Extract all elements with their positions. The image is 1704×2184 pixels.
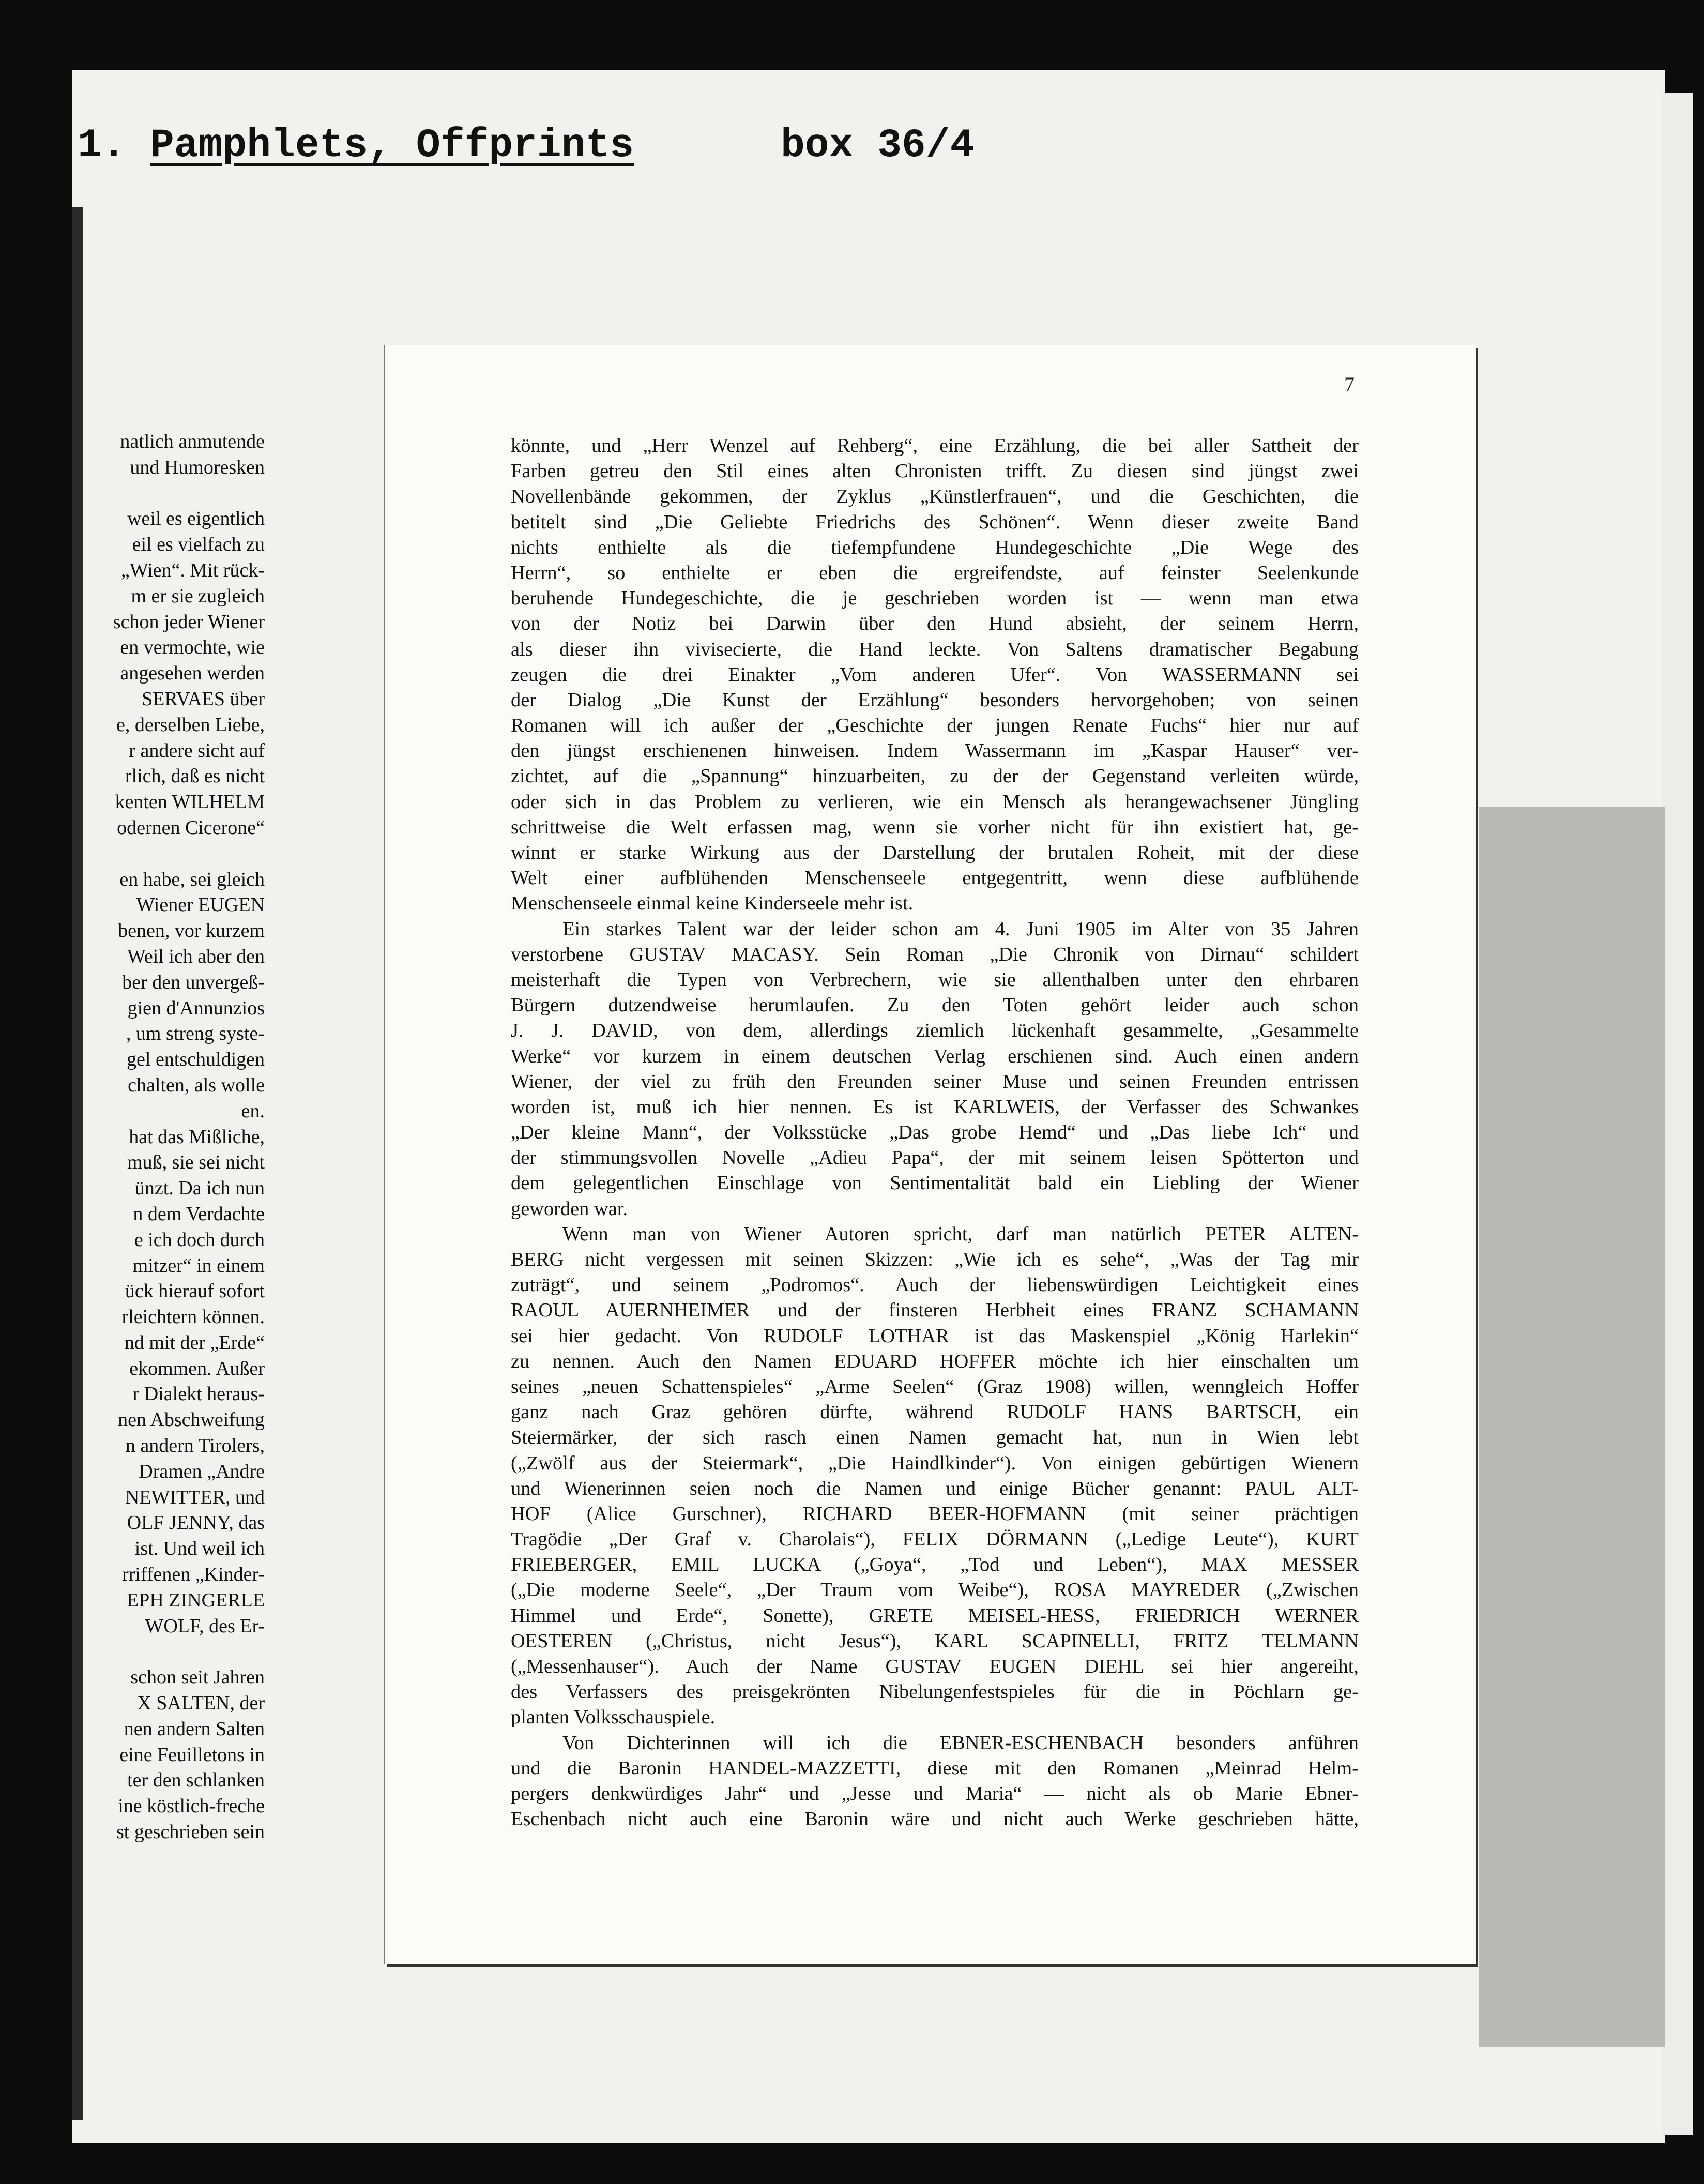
left-text-line: ist. Und weil ich (134, 1538, 265, 1560)
left-text-line: kenten WILHELM (115, 791, 265, 813)
left-text-line: SERVAES über (141, 688, 265, 710)
body-text-line: und die Baronin HANDEL-MAZZETTI, diese mit den Romanen „Meinrad Helm- (511, 1757, 1359, 1779)
body-text-line: geworden war. (511, 1197, 628, 1220)
left-text-line: EPH ZINGERLE (126, 1589, 265, 1611)
left-text-line: muß, sie sei nicht (127, 1151, 265, 1174)
page-number: 7 (1344, 373, 1355, 396)
left-text-line: eil es vielfach zu (132, 534, 265, 556)
left-text-line: ter den schlanken (127, 1769, 265, 1792)
left-text-line: nen andern Salten (124, 1718, 265, 1740)
body-text-line: („Zwölf aus der Steiermark“, „Die Haindlkinder“). Von einigen gebürtigen Wienern (511, 1452, 1359, 1474)
left-text-line: NEWITTER, und (125, 1486, 265, 1508)
body-text-line: pergers denkwürdiges Jahr“ und „Jesse und Maria“ — nicht als ob Marie Ebner- (511, 1782, 1359, 1804)
body-text-line: Bürgern dutzendweise herumlaufen. Zu den Toten gehört leider auch schon (511, 994, 1359, 1017)
body-text-line: BERG nicht vergessen mit seinen Skizzen: „Wie ich es sehe“, „Was der Tag mir (511, 1249, 1359, 1270)
body-text-line: worden ist, muß ich hier nennen. Es ist KARLWEIS, der Verfasser des Schwankes (511, 1096, 1359, 1118)
left-text-line: en. (241, 1100, 265, 1122)
left-text-line: nd mit der „Erde“ (124, 1331, 265, 1354)
body-text-line: dem gelegentlichen Einschlage von Sentimentalität bald ein Liebling der Wiener (511, 1172, 1359, 1194)
left-text-line: „Wien“. Mit rück- (120, 559, 265, 581)
body-text-line: zu nennen. Auch den Namen EDUARD HOFFER möchte ich hier einschalten um (511, 1350, 1359, 1372)
left-text-line: ück hierauf sofort (125, 1280, 265, 1302)
body-text-line: ganz nach Graz gehören dürfte, während RUDOLF HANS BARTSCH, ein (511, 1401, 1359, 1423)
body-text-line: J. J. DAVID, von dem, allerdings ziemlich lückenhaft gesammelte, „Gesammelte (511, 1020, 1359, 1042)
body-text-line: HOF (Alice Gurschner), RICHARD BEER-HOFMANN (mit seiner prächtigen (511, 1503, 1359, 1525)
left-text-line (113, 481, 265, 507)
body-text-line: Himmel und Erde“, Sonette), GRETE MEISEL-HESS, FRIEDRICH WERNER (511, 1604, 1359, 1627)
header-title: Pamphlets, Offprints (150, 123, 634, 169)
left-text-line: odernen Cicerone“ (117, 816, 265, 839)
left-text-line: mitzer“ in einem (132, 1254, 265, 1277)
body-text-line: betitelt sind „Die Geliebte Friedrichs des Schönen“. Wenn dieser zweite Band (511, 511, 1359, 533)
left-text-line: OLF JENNY, das (127, 1512, 265, 1534)
body-text-line: RAOUL AUERNHEIMER und der finsteren Herbheit eines FRANZ SCHAMANN (511, 1299, 1359, 1322)
body-text-line: des Verfassers des preisgekrönten Nibelungenfestspieles für die in Pöchlarn ge- (511, 1681, 1359, 1703)
header-box-label: box 36/4 (781, 123, 975, 169)
left-text-line: rlich, daß es nicht (125, 765, 265, 787)
body-text-line: als dieser ihn vivisecierte, die Hand leckte. Von Saltens dramatischer Begabung (511, 638, 1359, 660)
left-text-line: , um streng syste- (126, 1023, 265, 1045)
body-text-line: meisterhaft die Typen von Verbrechern, wie sie allenthalben unter den ehrbaren (511, 968, 1359, 991)
folder-shadow (1479, 807, 1665, 2048)
left-text-line: eine Feuilletons in (119, 1743, 265, 1766)
body-text-line: Wenn man von Wiener Autoren spricht, darf man natürlich PETER ALTEN- (562, 1223, 1359, 1245)
body-text-line: „Der kleine Mann“, der Volksstücke „Das grobe Hemd“ und „Das liebe Ich“ und (511, 1121, 1359, 1144)
body-text-line: den jüngst erschienenen hinweisen. Indem Wassermann im „Kaspar Hauser“ ver- (511, 740, 1359, 762)
body-text-line: zuträgt“, und seinem „Podromos“. Auch der liebenswürdigen Leichtigkeit eines (511, 1274, 1359, 1296)
body-text-line: Menschenseele einmal keine Kinderseele mehr ist. (511, 892, 914, 915)
left-text-line (113, 841, 265, 867)
body-text-line: Romanen will ich außer der „Geschichte der jungen Renate Fuchs“ hier nur auf (511, 715, 1359, 737)
body-text-line: winnt er starke Wirkung aus der Darstellung der brutalen Roheit, mit der diese (511, 842, 1359, 863)
left-text-line: hat das Mißliche, (129, 1126, 265, 1148)
left-page-lines (113, 429, 265, 1845)
left-text-line: r andere sicht auf (129, 739, 265, 762)
body-text-line: sei hier gedacht. Von RUDOLF LOTHAR ist das Maskenspiel „König Harlekin“ (511, 1325, 1359, 1347)
body-text-line: verstorbene GUSTAV MACASY. Sein Roman „Die Chronik von Dirnau“ schildert (511, 943, 1359, 965)
body-text-line: Werke“ vor kurzem in einem deutschen Verlag erschienen sind. Auch einen andern (511, 1045, 1359, 1067)
left-text-line: und Humoresken (130, 456, 265, 478)
body-text-line: beruhende Hundegeschichte, die je geschrieben worden ist — wenn man etwa (511, 587, 1359, 610)
left-text-line: schon jeder Wiener (113, 611, 265, 633)
body-text-line: Von Dichterinnen will ich die EBNER-ESCHENBACH besonders anführen (562, 1732, 1359, 1754)
left-text-line: n dem Verdachte (133, 1203, 265, 1225)
left-text-line: rleichtern können. (121, 1306, 265, 1328)
left-text-line: schon seit Jahren (130, 1666, 265, 1689)
left-text-line: Dramen „Andre (139, 1460, 265, 1482)
left-text-line (113, 1639, 265, 1665)
left-text-line: gien d'Annunzios (127, 997, 265, 1019)
left-text-line: e ich doch durch (134, 1228, 265, 1251)
body-text-line: planten Volksschauspiele. (511, 1706, 716, 1728)
left-text-line: st geschrieben sein (116, 1821, 265, 1843)
left-text-line: nen Abschweifung (118, 1409, 265, 1431)
left-text-line: en habe, sei gleich (119, 868, 265, 890)
body-text-line: der Dialog „Die Kunst der Erzählung“ besonders hervorgehoben; von seinen (511, 689, 1359, 711)
body-text-line: der stimmungsvollen Novelle „Adieu Papa“, der mit seinem leisen Spötterton und (511, 1147, 1359, 1169)
left-text-line: benen, vor kurzem (118, 920, 265, 942)
body-text-line: nichts enthielte als die tiefempfundene Hundegeschichte „Die Wege des (511, 536, 1359, 558)
body-text-line: Ein starkes Talent war der leider schon am 4. Juni 1905 im Alter von 35 Jahren (562, 918, 1359, 940)
body-text-line: könnte, und „Herr Wenzel auf Rehberg“, eine Erzählung, die bei aller Sattheit der (511, 435, 1359, 457)
left-text-line: Wiener EUGEN (136, 894, 265, 916)
body-text-line: Farben getreu den Stil eines alten Chronisten trifft. Zu diesen sind jüngst zwei (511, 460, 1359, 482)
body-text-line: oder sich in das Problem zu verlieren, wie ein Mensch als herangewachsener Jüngling (511, 791, 1359, 813)
body-text (511, 433, 1359, 1832)
body-text-line: zichtet, auf die „Spannung“ hinzuarbeiten, zu der der Gegenstand verleiten würde, (511, 765, 1359, 787)
body-text-line: zeugen die drei Einakter „Vom anderen Ufer“. Von WASSERMANN sei (511, 663, 1359, 686)
left-text-line: WOLF, des Er- (145, 1615, 265, 1637)
body-text-line: schrittweise die Welt erfassen mag, wenn sie vorher nicht für ihn existiert hat, ge- (511, 816, 1359, 838)
body-text-line: Steiermärker, der sich rasch einen Namen gemacht hat, nun in Wien lebt (511, 1427, 1359, 1449)
body-text-line: und Wienerinnen seien noch die Namen und einige Bücher genannt: PAUL ALT- (511, 1477, 1359, 1499)
body-text-line: OESTEREN („Christus, nicht Jesus“), KARL SCAPINELLI, FRITZ TELMANN (511, 1630, 1359, 1652)
left-text-line: n andern Tirolers, (125, 1435, 265, 1457)
body-text-line: Novellenbände gekommen, der Zyklus „Künstlerfrauen“, und die Geschichten, die (511, 486, 1359, 508)
body-text-line: Welt einer aufblühenden Menschenseele entgegentritt, wenn diese aufblühende (511, 867, 1359, 889)
left-text-line: en vermochte, wie (120, 636, 265, 659)
body-text-line: Tragödie „Der Graf v. Charolais“), FELIX DÖRMANN („Ledige Leute“), KURT (511, 1528, 1359, 1551)
left-text-line: ünzt. Da ich nun (134, 1177, 265, 1200)
left-text-line: m er sie zugleich (131, 585, 265, 607)
folder-edge (1662, 93, 1693, 2135)
body-text-line: seines „neuen Schattenspieles“ „Arme Seelen“ (Graz 1908) willen, wenngleich Hoffer (511, 1375, 1359, 1398)
body-text-line: Herrn“, so enthielte er eben die ergreifendste, auf feinster Seelenkunde (511, 562, 1359, 584)
left-text-line: Weil ich aber den (127, 945, 265, 967)
left-text-line: natlich anmutende (120, 431, 265, 452)
left-page-fragment (72, 429, 269, 1856)
left-text-line: ine köstlich-freche (118, 1795, 265, 1817)
left-text-line: r Dialekt heraus- (132, 1383, 265, 1405)
body-text-line: („Messenhauser“). Auch der Name GUSTAV EUGEN DIEHL sei hier angereiht, (511, 1656, 1359, 1677)
left-text-line: e, derselben Liebe, (116, 714, 265, 736)
body-text-line: FRIEBERGER, EMIL LUCKA („Goya“, „Tod und Leben“), MAX MESSER (511, 1554, 1359, 1576)
body-text-line: von der Notiz bei Darwin über den Hund absieht, der seinem Herrn, (511, 613, 1359, 635)
body-text-line: Wiener, der viel zu früh den Freunden seiner Muse und seinen Freunden entrissen (511, 1070, 1359, 1093)
left-text-line: X SALTEN, der (137, 1692, 265, 1715)
left-text-line: ber den unvergeß- (122, 971, 265, 993)
body-text-line: Eschenbach nicht auch eine Baronin wäre und nicht auch Werke geschrieben hätte, (511, 1808, 1359, 1830)
archive-header (72, 123, 1055, 185)
left-text-line: ekommen. Außer (129, 1357, 265, 1379)
left-text-line: weil es eigentlich (127, 508, 265, 530)
left-text-line: chalten, als wolle (128, 1074, 265, 1096)
body-text-line: („Die moderne Seele“, „Der Traum vom Weibe“), ROSA MAYREDER („Zwischen (511, 1579, 1359, 1601)
left-text-line: angesehen werden (120, 662, 265, 685)
header-number: 1. (78, 123, 126, 169)
left-text-line: gel entschuldigen (127, 1049, 265, 1071)
left-text-line: rriffenen „Kinder- (121, 1564, 265, 1586)
